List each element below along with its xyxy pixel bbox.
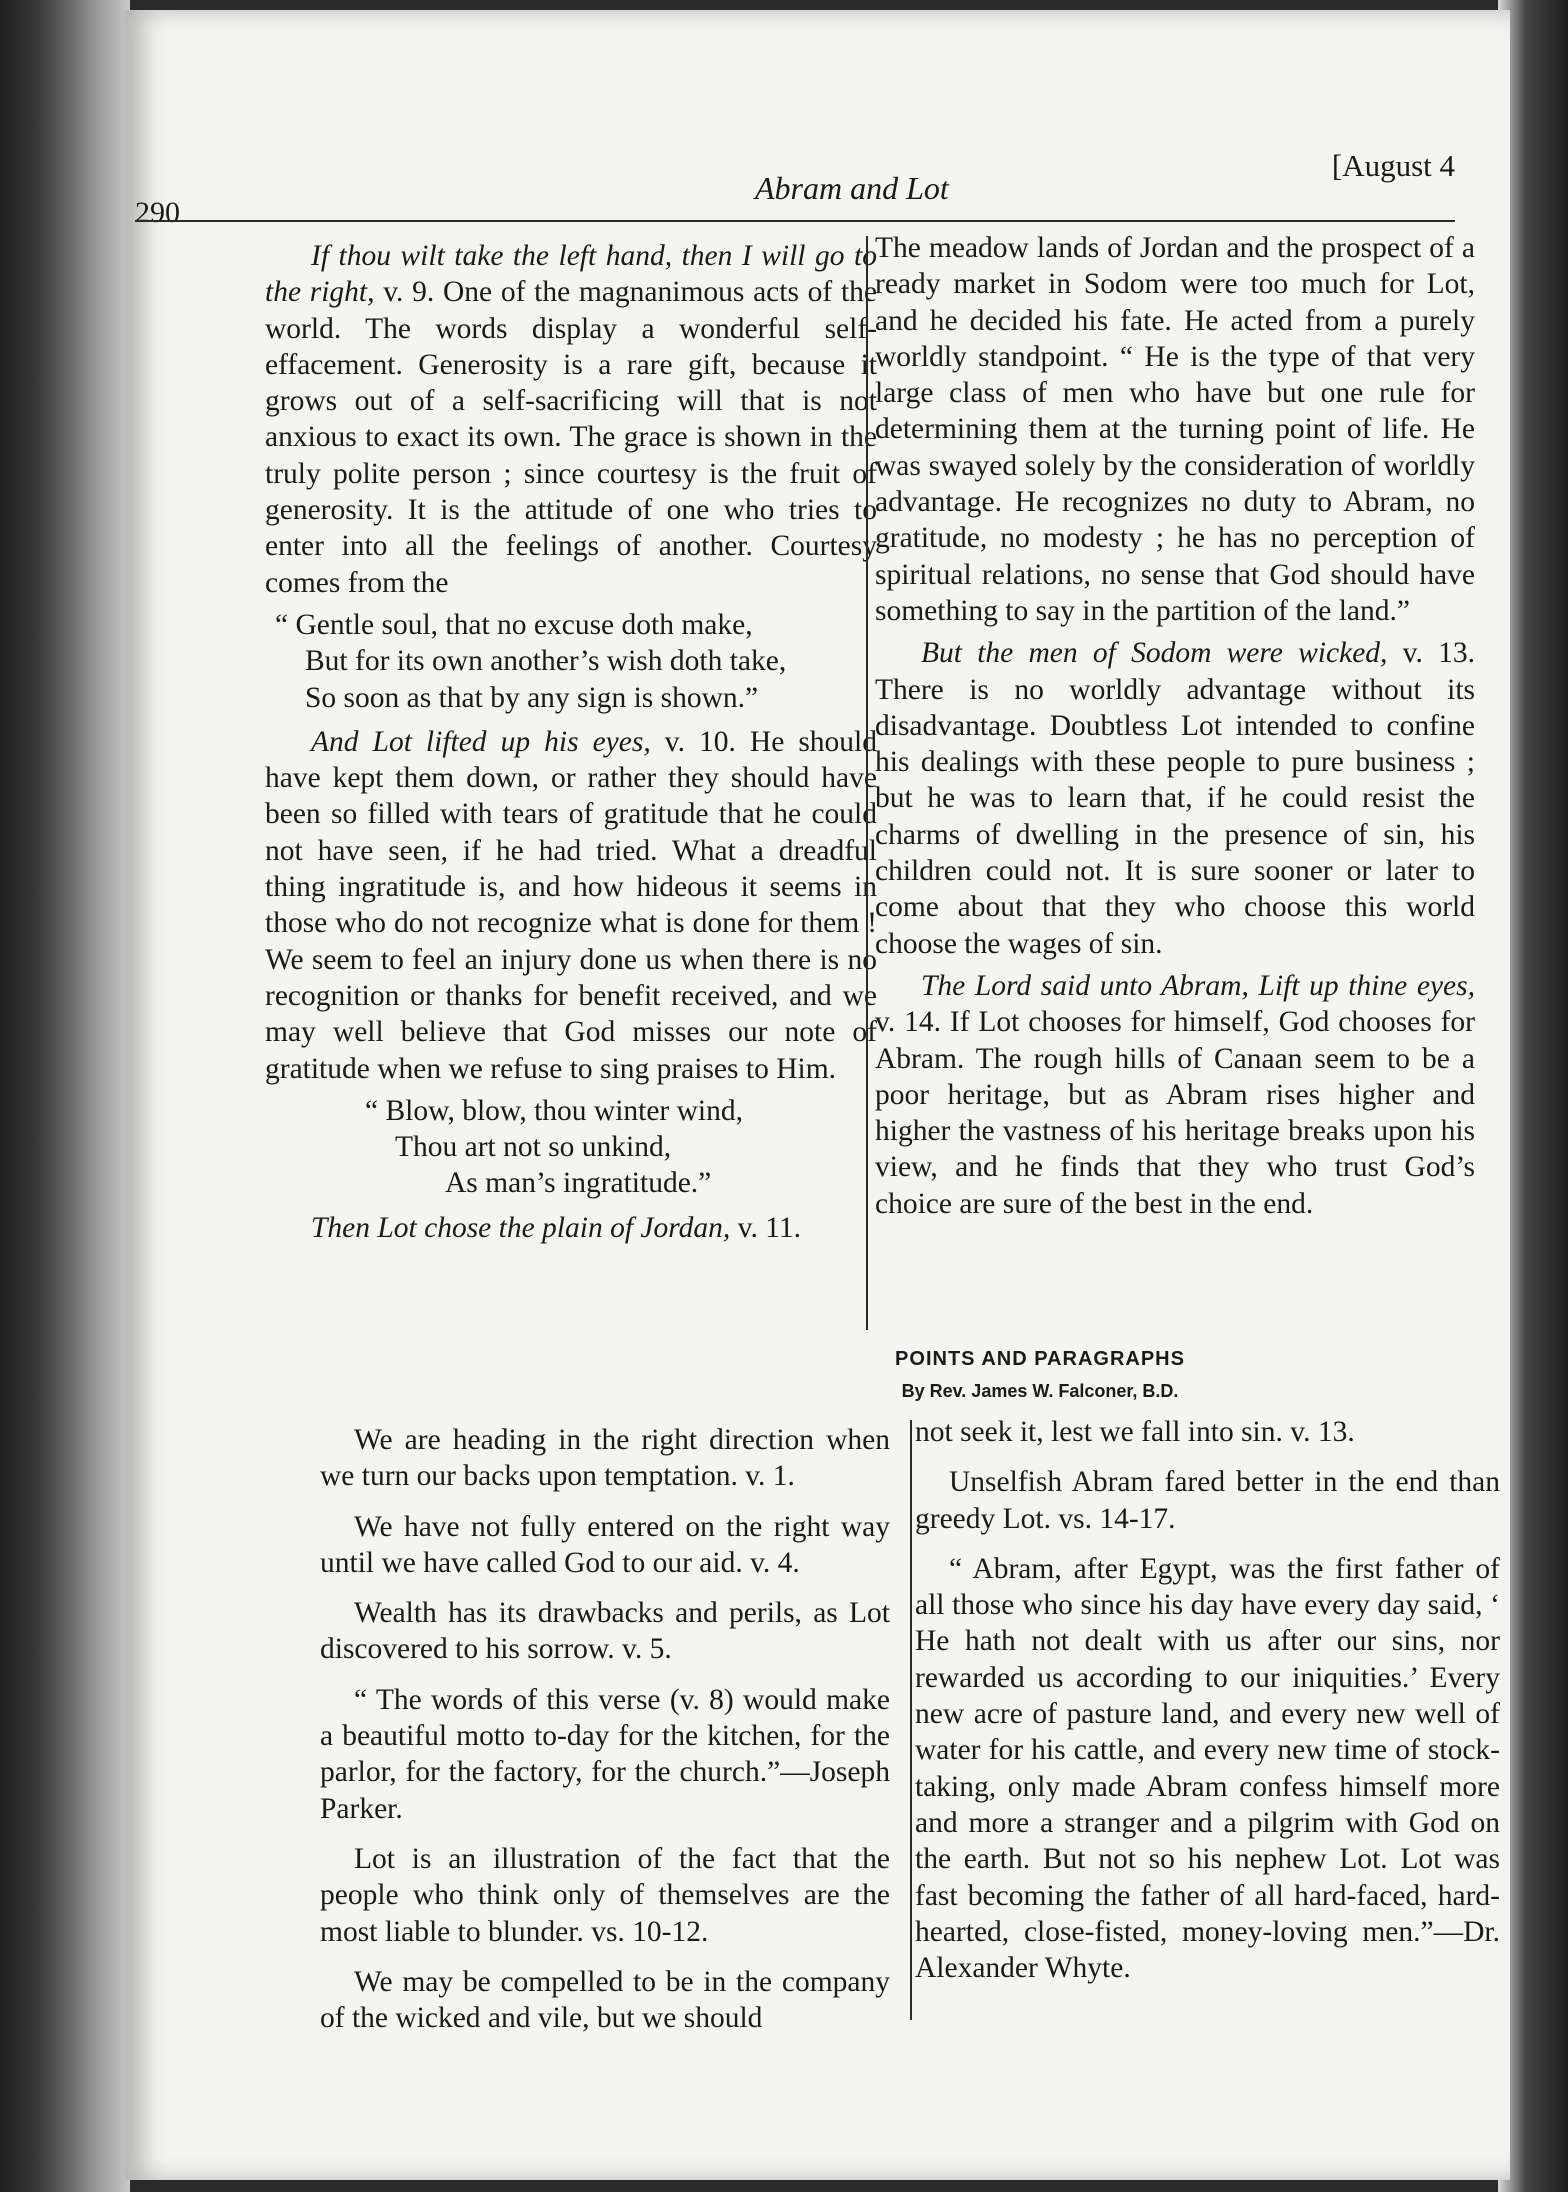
list-item: not seek it, lest we fall into sin. v. 13.: [915, 1416, 1355, 1448]
poem-line: But for its own another’s wish doth take,: [305, 645, 787, 678]
left-column-top: [265, 238, 877, 1252]
list-item: We have not fully entered on the right way until we have called God to our aid. v. 4.: [320, 1510, 890, 1579]
header-rule: [135, 220, 1455, 222]
poem-line: Thou art not so unkind,: [395, 1131, 672, 1164]
verse-reference: But the men of Sodom were wicked,: [921, 637, 1388, 670]
section-title: POINTS AND PARAGRAPHS: [895, 1348, 1185, 1370]
paragraph-text: v. 13. There is no worldly advantage without its disadvantage. Doubtless Lot intended to confine his dealings with these people to pure business ; but he was to learn that, if he could resist the charms of dwelling in the presence of sin, his children could not. It is sure sooner or later to come about that they who choose this world choose the wages of sin.: [875, 637, 1475, 960]
paragraph: [265, 724, 877, 1087]
paragraph: The meadow lands of Jordan and the prospect of a ready market in Sodom were too much for Lot, and he decided his fate. He acted from a purely worldly standpoint. “ He is the type of that very large class of men who have but one rule for determining them at the turning point of life. He was swayed solely by the consideration of worldly advantage. He recognizes no duty to Abram, no gratitude, no modesty ; he has no perception of spiritual relations, no sense that God should have something to say in the partition of the land.”: [875, 232, 1475, 627]
poem-line: So soon as that by any sign is shown.”: [305, 681, 759, 714]
right-column-bottom: [915, 1414, 1500, 2000]
paragraph-text: v. 9. One of the magnanimous acts of the world. The words display a wonderful self-effacement. Generosity is a rare gift, because it grows out of a self-sacrificing will that is not anxious to exact its own. The grace is shown in the truly polite person ; since courtesy is the fruit of generosity. It is the attitude of one who tries to enter into all the feelings of another. Courtesy comes from the: [265, 276, 877, 599]
list-item: We may be compelled to be in the company of the wicked and vile, but we should: [320, 1965, 890, 2035]
column-rule: [866, 236, 868, 1330]
paragraph-text: v. 14. If Lot chooses for himself, God chooses for Abram. The rough hills of Canaan seem to be a poor heritage, but as Abram rises higher and higher the vastness of his heritage breaks upon his view, and he finds that they who trust God’s choice are sure of the best in the end.: [875, 1006, 1475, 1220]
list-item: Lot is an illustration of the fact that the people who think only of themselves are the most liable to blunder. vs. 10-12.: [320, 1842, 890, 1948]
section-heading: [270, 1348, 1470, 1402]
poem-line: “ Blow, blow, thou winter wind,: [365, 1094, 743, 1127]
page-number: 290: [135, 196, 180, 229]
paragraph: [875, 968, 1475, 1222]
book-binding: [0, 0, 130, 2192]
left-column-bottom: [320, 1422, 890, 2050]
paragraph-text: v. 10. He should have kept them down, or rather they should have been so filled with tears of gratitude that he could not have seen, if he had tried. What a dreadful thing ingratitude is, and how hideous it seems in those who do not recognize what is done for them ! We seem to feel an injury done us when there is no recognition or thanks for benefit received, and we may well believe that God misses our note of gratitude when we refuse to sing praises to Him.: [265, 725, 877, 1085]
poem-quote: [265, 607, 877, 716]
page-header: [135, 148, 1455, 229]
verse-reference: And Lot lifted up his eyes,: [311, 725, 651, 758]
poem-line: “ Gentle soul, that no excuse doth make,: [275, 608, 753, 641]
list-item: Unselfish Abram fared better in the end than greedy Lot. vs. 14-17.: [915, 1466, 1500, 1535]
section-byline: By Rev. James W. Falconer, B.D.: [901, 1381, 1179, 1401]
verse-reference: The Lord said unto Abram, Lift up thine eyes,: [921, 969, 1475, 1002]
paragraph-text: v. 11.: [730, 1211, 802, 1244]
list-item: “ The words of this verse (v. 8) would make a beautiful motto to-day for the kitchen, for the parlor, for the factory, for the church.”—Joseph Parker.: [320, 1683, 890, 1825]
running-title: Abram and Lot: [755, 170, 949, 206]
verse-reference: Then Lot chose the plain of Jordan,: [311, 1211, 731, 1244]
poem-line: As man’s ingratitude.”: [445, 1167, 712, 1200]
column-rule: [910, 1420, 912, 2020]
right-column-top: [875, 230, 1475, 1228]
list-item: We are heading in the right direction when we turn our backs upon temptation. v. 1.: [320, 1424, 890, 1493]
list-item: “ Abram, after Egypt, was the first father of all those who since his day have every day said, ‘ He hath not dealt with us after our sins, nor rewarded us according to our iniquities.’ Every new acre of pasture land, and every new well of water for his cattle, and every new time of stock-taking, only made Abram confess himself more and more a stranger and a pilgrim with God on the earth. But not so his nephew Lot. Lot was fast becoming the father of all hard-faced, hard-hearted, close-fisted, money-loving men.”—Dr. Alexander Whyte.: [915, 1552, 1500, 1985]
header-date: [August 4: [1331, 148, 1455, 183]
paragraph: [875, 635, 1475, 962]
paragraph: [265, 238, 877, 601]
paragraph: [265, 1210, 877, 1246]
poem-quote: [265, 1093, 877, 1202]
list-item: Wealth has its drawbacks and perils, as Lot discovered to his sorrow. v. 5.: [320, 1597, 890, 1666]
verse-reference: If thou wilt take the left hand, then I will go to the right,: [265, 240, 877, 309]
